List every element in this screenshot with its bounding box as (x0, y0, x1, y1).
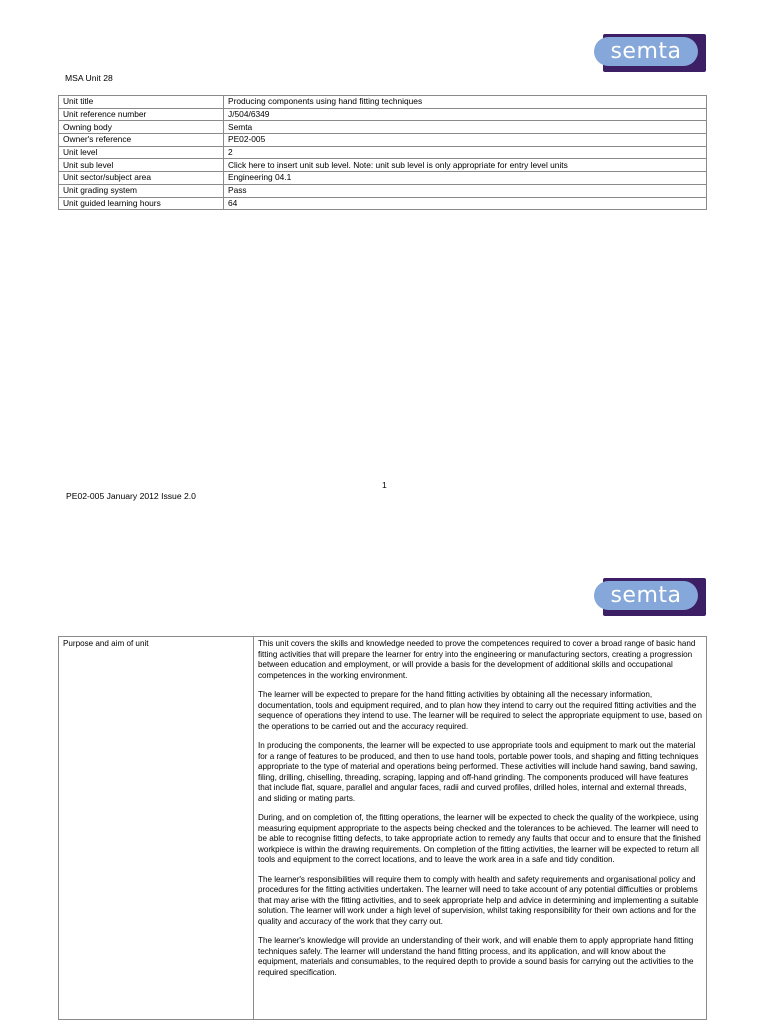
table-row (59, 637, 707, 1020)
table-row (59, 172, 707, 185)
unit-field-label: Owner's reference (59, 134, 224, 147)
unit-field-label: Unit level (59, 146, 224, 159)
semta-logo-text: semta (594, 37, 698, 66)
table-row (59, 121, 707, 134)
semta-logo-text: semta (594, 581, 698, 610)
unit-field-value: Semta (224, 121, 707, 134)
page-number: 1 (382, 480, 387, 490)
unit-field-label: Unit grading system (59, 184, 224, 197)
purpose-paragraph: The learner will be expected to prepare for the hand fitting activities by obtaining all the necessary information, documentation, tools and equipment required, and to plan how they intend to carry out the required fitting activities and the sequence of operations they intend to use. The learner will be required to select the appropriate equipment to use, based on the operations to be carried out and the accuracy required. (258, 690, 702, 731)
table-row (59, 197, 707, 210)
unit-header-label: MSA Unit 28 (65, 73, 113, 83)
unit-field-label: Unit guided learning hours (59, 197, 224, 210)
unit-field-label: Unit reference number (59, 108, 224, 121)
semta-logo (594, 34, 706, 72)
purpose-paragraph: In producing the components, the learner will be expected to use appropriate tools and equipment to mark out the material for a range of features to be produced, and then to use hand tools, portable power tools, and shaping and fitting techniques appropriate to the type of material and operations being performed. These activities will include hand sawing, band sawing, filing, drilling, chiselling, threading, scraping, lapping and off-hand grinding. The components produced will have features that include flat, square, parallel and angular faces, radii and curved profiles, drilled holes, internal and external threads, and sliding or mating parts. (258, 741, 699, 803)
unit-field-value[interactable]: Click here to insert unit sub level. Note: unit sub level is only appropriate for entry level units (224, 159, 707, 172)
table-row (59, 159, 707, 172)
unit-field-value: PE02-005 (224, 134, 707, 147)
purpose-paragraph: During, and on completion of, the fitting operations, the learner will be expected to check the quality of the workpiece, using measuring equipment appropriate to the aspects being checked and the tolerances to be achieved. The learner will need to be able to recognise fitting defects, to take appropriate action to remedy any faults that occur and to ensure that the finished workpiece is within the drawing requirements. On completion of the fitting activities, the learner will be expected to return all tools and equipment to the correct locations, and to leave the work area in a safe and tidy condition. (258, 813, 701, 864)
unit-details-table (58, 95, 707, 210)
unit-field-value: J/504/6349 (224, 108, 707, 121)
purpose-text (254, 637, 707, 1020)
unit-field-label: Unit sector/subject area (59, 172, 224, 185)
table-row (59, 96, 707, 109)
unit-field-label: Owning body (59, 121, 224, 134)
unit-field-label: Unit sub level (59, 159, 224, 172)
unit-field-value: Producing components using hand fitting techniques (224, 96, 707, 109)
purpose-paragraph: This unit covers the skills and knowledge needed to prove the competences required to cover a broad range of basic hand fitting activities that will prepare the learner for entry into the engineering or manufacturing sectors, creating a progression between education and employment, or will provide a basis for the development of additional skills and occupational competences in the working environment. (258, 639, 696, 680)
unit-field-value: 64 (224, 197, 707, 210)
table-row (59, 108, 707, 121)
unit-field-value: 2 (224, 146, 707, 159)
purpose-paragraph: The learner's knowledge will provide an understanding of their work, and will enable them to apply appropriate hand fitting techniques safely. The learner will understand the hand fitting process, and its application, and will know about the equipment, materials and consumables, to the required depth to provide a sound basis for carrying out the activities to the required specification. (258, 936, 694, 977)
table-row (59, 184, 707, 197)
purpose-table (58, 636, 707, 1020)
unit-field-value: Engineering 04.1 (224, 172, 707, 185)
purpose-paragraph: The learner's responsibilities will require them to comply with health and safety requirements and organisational policy and procedures for the fitting activities undertaken. The learner will need to take account of any potential difficulties or problems that may arise with the fitting activities, and to seek appropriate help and advice in determining and implementing a suitable solution. The learner will work under a high level of supervision, whilst taking responsibility for their own actions and for the quality and accuracy of the work that they carry out. (258, 874, 699, 926)
unit-field-label: Unit title (59, 96, 224, 109)
table-row (59, 134, 707, 147)
purpose-label: Purpose and aim of unit (59, 637, 254, 1020)
page-footer: PE02-005 January 2012 Issue 2.0 (66, 491, 196, 501)
semta-logo (594, 578, 706, 616)
table-row (59, 146, 707, 159)
unit-field-value: Pass (224, 184, 707, 197)
